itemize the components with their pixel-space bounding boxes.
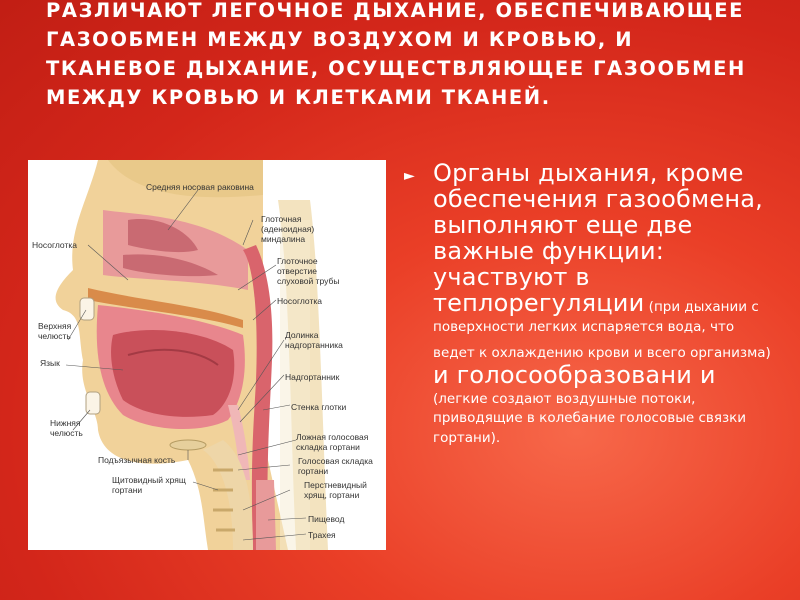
label-vocal-fold: Голосовая складка гортани (298, 456, 373, 476)
label-pharyngeal-tonsil: Глоточная (аденоидная) миндалина (261, 214, 315, 244)
slide-title: РАЗЛИЧАЮТ ЛЕГОЧНОЕ ДЫХАНИЕ, ОБЕСПЕЧИВАЮЩЕЕ ГАЗООБМЕН МЕЖДУ ВОЗДУХОМ И КРОВЬЮ, И ТКАНЕВОЕ ДЫХАНИЕ, ОСУЩЕСТВЛЯЮЩЕЕ ГАЗООБМЕН МЕЖДУ КРОВЬЮ И КЛЕТКАМИ ТКАНЕЙ. (46, 0, 746, 109)
label-tube-opening: Глоточное отверстие слуховой трубы (277, 256, 340, 286)
label-epiglottis: Надгортанник (285, 372, 340, 382)
label-pharynx-wall: Стенка глотки (291, 402, 347, 412)
label-middle-concha: Средняя носовая раковина (146, 182, 254, 192)
bullet-arrow-icon: ► (404, 168, 415, 184)
label-false-vocal-fold: Ложная голосовая складка гортани (296, 432, 369, 452)
body-text-thermo-note: (при дыхании с поверхности легких испаряется вода, что ведет к охлаждению крови и всего организма) (433, 299, 771, 361)
respiratory-anatomy-figure (28, 160, 386, 550)
label-trachea: Трахея (308, 530, 336, 540)
label-tongue: Язык (40, 358, 60, 368)
body-paragraph (433, 160, 773, 446)
label-hyoid: Подъязычная кость (98, 455, 176, 465)
body-text-voice: и голосообразовани и (433, 360, 716, 389)
label-nasopharynx-left: Носоглотка (32, 240, 77, 250)
label-thyroid-cartilage: Щитовидный хрящ гортани (112, 475, 186, 495)
label-upper-jaw: Верхняя челюсть (38, 321, 72, 341)
body-text-main: Органы дыхания, кроме обеспечения газообмена, выполняют еще две важные функции: участвуют в теплорегуляции (433, 159, 763, 317)
label-lower-jaw: Нижняя челюсть (50, 418, 83, 438)
label-esophagus: Пищевод (308, 514, 345, 524)
label-cricoid: Перстневидный хрящ, гортани (304, 480, 367, 500)
body-text-voice-note: (легкие создают воздушные потоки, приводящие в колебание голосовые связки гортани). (433, 390, 747, 446)
label-nasopharynx-right: Носоглотка (277, 296, 322, 306)
label-vallecula: Долинка надгортанника (285, 330, 343, 350)
